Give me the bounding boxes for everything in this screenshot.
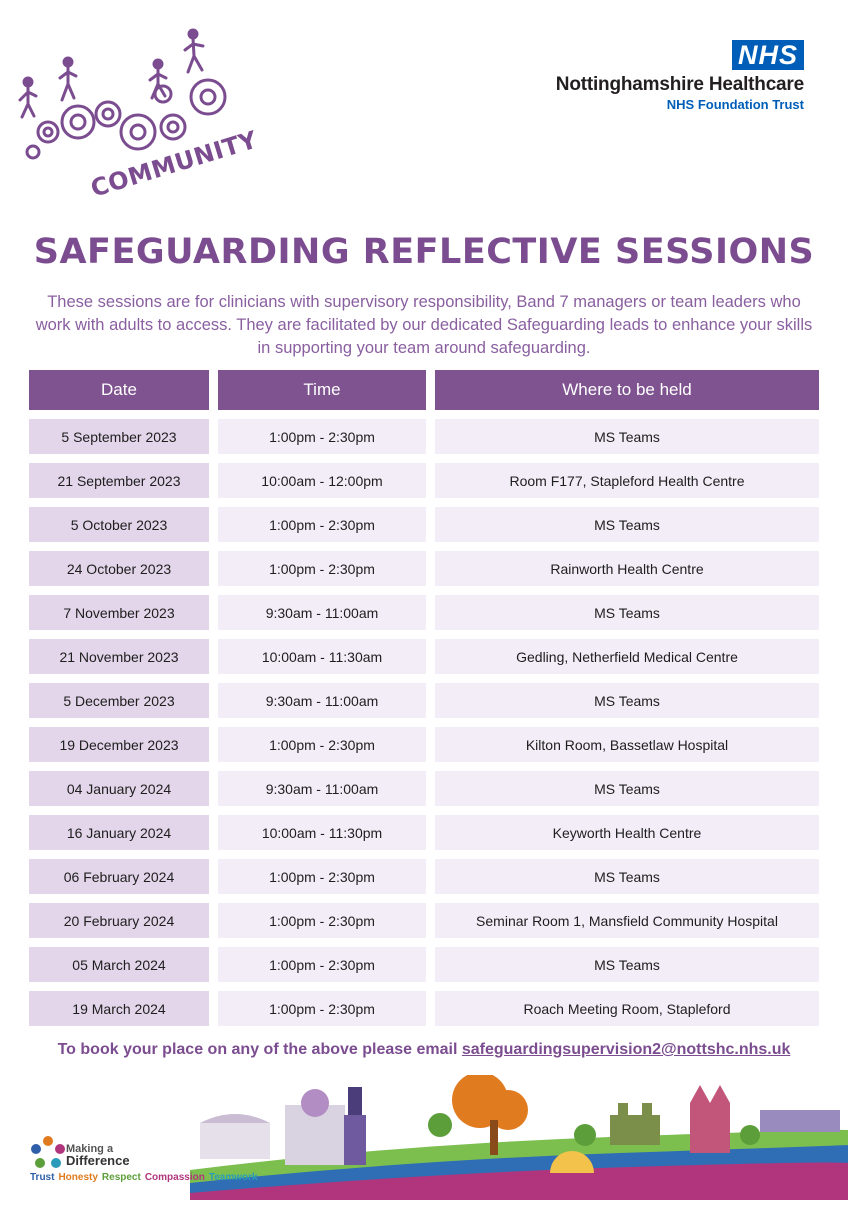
- trust-name: NHS Foundation Trust: [666, 97, 804, 112]
- table-row: [29, 419, 819, 454]
- nhs-badge: NHS: [732, 40, 804, 70]
- session-time: 10:00am - 11:30pm: [218, 815, 426, 850]
- logo-line-2: Difference: [66, 1153, 130, 1168]
- session-date: 24 October 2023: [29, 551, 209, 586]
- session-date: 05 March 2024: [29, 947, 209, 982]
- session-time: 1:00pm - 2:30pm: [218, 991, 426, 1026]
- value-respect: Respect: [101, 1172, 141, 1183]
- people-circle-icon: [28, 1133, 68, 1173]
- session-time: 1:00pm - 2:30pm: [218, 903, 426, 938]
- session-date: 21 September 2023: [29, 463, 209, 498]
- table-row: [29, 947, 819, 982]
- town-skyline-illustration: [190, 1075, 848, 1200]
- trust-values: [30, 1172, 262, 1183]
- table-body: [29, 419, 819, 1026]
- session-location: MS Teams: [435, 595, 819, 630]
- session-location: Rainworth Health Centre: [435, 551, 819, 586]
- session-date: 21 November 2023: [29, 639, 209, 674]
- session-date: 5 December 2023: [29, 683, 209, 718]
- table-row: [29, 639, 819, 674]
- session-time: 1:00pm - 2:30pm: [218, 859, 426, 894]
- session-location: Kilton Room, Bassetlaw Hospital: [435, 727, 819, 762]
- session-date: 7 November 2023: [29, 595, 209, 630]
- table-row: [29, 771, 819, 806]
- sessions-table: [29, 370, 819, 1035]
- session-location: Gedling, Netherfield Medical Centre: [435, 639, 819, 674]
- session-time: 1:00pm - 2:30pm: [218, 419, 426, 454]
- session-date: 06 February 2024: [29, 859, 209, 894]
- intro-paragraph: These sessions are for clinicians with supervisory responsibility, Band 7 managers or team leaders who work with adults to access. They are facilitated by our dedicated Safeguarding leads to enhance your skills in supporting your team around safeguarding.: [35, 293, 813, 357]
- table-row: [29, 991, 819, 1026]
- session-location: MS Teams: [435, 947, 819, 982]
- table-row: [29, 463, 819, 498]
- table-row: [29, 683, 819, 718]
- nhs-logo: [556, 40, 804, 112]
- session-time: 9:30am - 11:00am: [218, 683, 426, 718]
- table-row: [29, 903, 819, 938]
- session-date: 20 February 2024: [29, 903, 209, 938]
- session-time: 1:00pm - 2:30pm: [218, 947, 426, 982]
- booking-instructions: [0, 1041, 848, 1059]
- session-location: MS Teams: [435, 771, 819, 806]
- session-location: MS Teams: [435, 859, 819, 894]
- community-label: COMMUNITY: [87, 125, 261, 203]
- session-date: 5 September 2023: [29, 419, 209, 454]
- value-teamwork: Teamwork: [208, 1172, 258, 1183]
- table-row: [29, 595, 819, 630]
- session-location: MS Teams: [435, 419, 819, 454]
- session-time: 1:00pm - 2:30pm: [218, 727, 426, 762]
- making-a-difference-text: [66, 1143, 130, 1167]
- session-date: 19 December 2023: [29, 727, 209, 762]
- session-time: 9:30am - 11:00am: [218, 771, 426, 806]
- booking-text: To book your place on any of the above please email: [57, 1041, 462, 1058]
- header-date: Date: [29, 370, 209, 410]
- header-time: Time: [218, 370, 426, 410]
- session-location: MS Teams: [435, 507, 819, 542]
- table-row: [29, 815, 819, 850]
- session-time: 1:00pm - 2:30pm: [218, 551, 426, 586]
- session-location: Roach Meeting Room, Stapleford: [435, 991, 819, 1026]
- table-row: [29, 727, 819, 762]
- page-title: SAFEGUARDING REFLECTIVE SESSIONS: [33, 232, 815, 272]
- session-time: 9:30am - 11:00am: [218, 595, 426, 630]
- organisation-name: Nottinghamshire Healthcare: [555, 74, 804, 95]
- session-time: 10:00am - 12:00pm: [218, 463, 426, 498]
- session-location: Room F177, Stapleford Health Centre: [435, 463, 819, 498]
- community-gears-logo: [8, 22, 261, 203]
- session-location: MS Teams: [435, 683, 819, 718]
- logo-line-1: Making a: [66, 1143, 114, 1155]
- session-time: 1:00pm - 2:30pm: [218, 507, 426, 542]
- session-location: Keyworth Health Centre: [435, 815, 819, 850]
- session-date: 19 March 2024: [29, 991, 209, 1026]
- session-date: 04 January 2024: [29, 771, 209, 806]
- header-location: Where to be held: [435, 370, 819, 410]
- table-row: [29, 507, 819, 542]
- table-header-row: [29, 370, 819, 410]
- booking-email-link[interactable]: safeguardingsupervision2@nottshc.nhs.uk: [461, 1041, 791, 1058]
- session-time: 10:00am - 11:30am: [218, 639, 426, 674]
- value-trust: Trust: [30, 1172, 55, 1183]
- table-row: [29, 859, 819, 894]
- session-date: 16 January 2024: [29, 815, 209, 850]
- value-honesty: Honesty: [58, 1172, 98, 1183]
- session-location: Seminar Room 1, Mansfield Community Hospital: [435, 903, 819, 938]
- table-row: [29, 551, 819, 586]
- skyline-icon: [190, 1075, 848, 1200]
- value-compassion: Compassion: [144, 1172, 205, 1183]
- session-date: 5 October 2023: [29, 507, 209, 542]
